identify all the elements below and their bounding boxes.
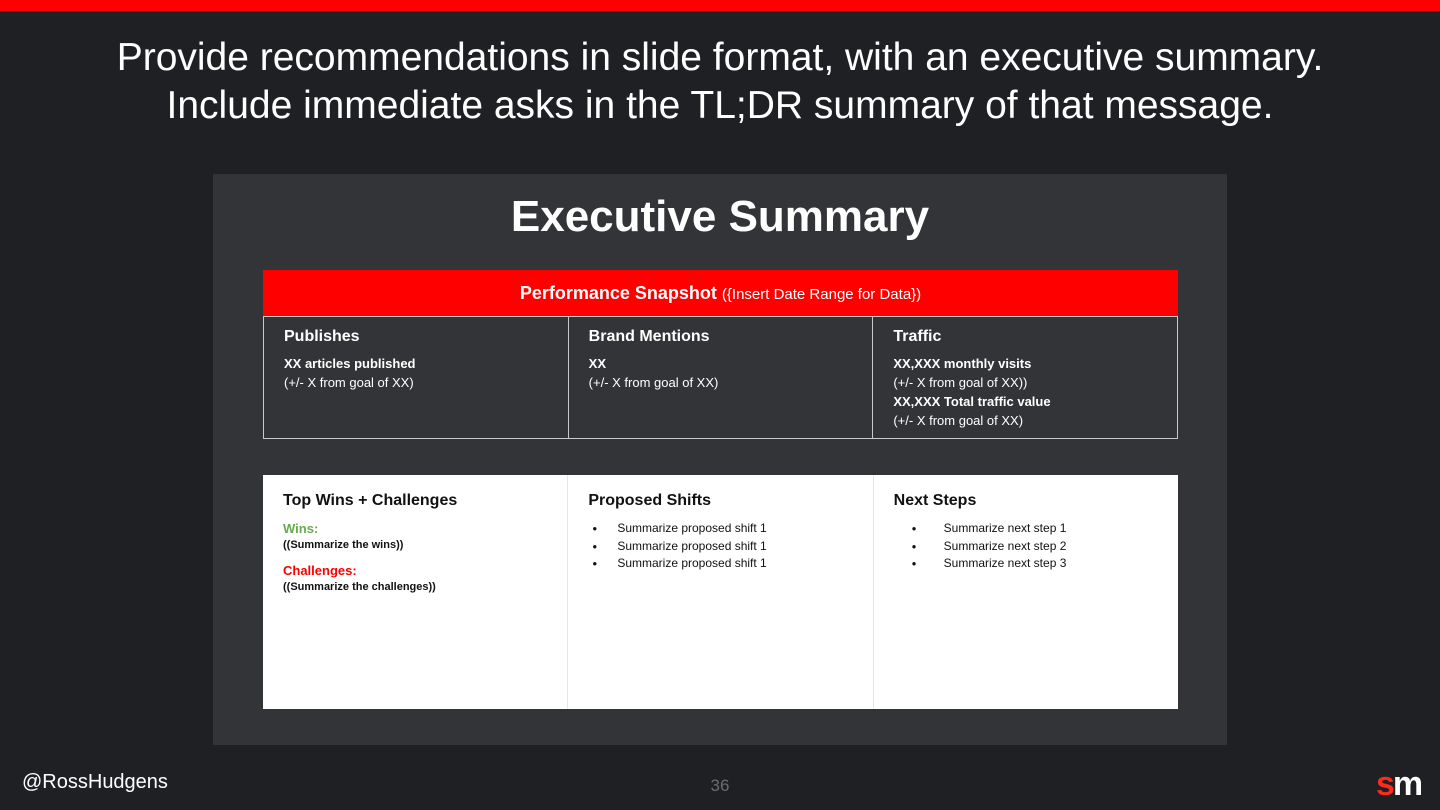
snapshot-metric: XX articles published (284, 356, 416, 371)
snapshot-cell-title: Publishes (284, 328, 360, 345)
page-headline (0, 34, 1440, 130)
list-item: ● Summarize next step 2 (894, 538, 1158, 556)
snapshot-metric: XX (588, 356, 607, 371)
headline-line-1: Provide recommendations in slide format, with an executive summary. (116, 36, 1324, 79)
snapshot-metric-delta: (+/- X from goal of XX)) (893, 375, 1028, 390)
wins-label: Wins: (283, 521, 319, 536)
slide-title: Executive Summary (510, 192, 930, 241)
challenges-label: Challenges: (283, 563, 357, 578)
logo-letter-s: s (1376, 765, 1393, 803)
list-item: ● Summarize proposed shift 1 (588, 520, 852, 538)
next-steps-list (894, 520, 1158, 573)
list-item: ● Summarize next step 3 (894, 555, 1158, 573)
proposed-shifts-title: Proposed Shifts (588, 492, 712, 509)
snapshot-cell-title: Brand Mentions (588, 328, 710, 345)
proposed-shifts-list (588, 520, 852, 573)
snapshot-cell-publishes (264, 317, 569, 438)
brand-logo (1376, 764, 1421, 804)
snapshot-metric-delta: (+/- X from goal of XX) (588, 375, 719, 390)
top-accent-bar (0, 0, 1440, 11)
wins-text: ((Summarize the wins)) (283, 539, 404, 551)
snapshot-metric: XX,XXX monthly visits (893, 356, 1032, 371)
next-steps-title: Next Steps (893, 492, 977, 509)
next-steps-cell (874, 475, 1178, 709)
summary-grid (263, 475, 1178, 709)
wins-challenges-cell (263, 475, 568, 709)
page-number: 36 (710, 776, 730, 795)
snapshot-title: Performance Snapshot (519, 283, 717, 303)
snapshot-metric-delta: (+/- X from goal of XX) (893, 413, 1024, 428)
list-item: ● Summarize next step 1 (894, 520, 1158, 538)
snapshot-cell-title: Traffic (893, 328, 942, 345)
proposed-shifts-cell (568, 475, 873, 709)
list-item: ● Summarize proposed shift 1 (588, 538, 852, 556)
snapshot-metric: XX,XXX Total traffic value (893, 394, 1051, 409)
headline-line-2: Include immediate asks in the TL;DR summary of that message. (166, 84, 1274, 127)
snapshot-header (263, 270, 1178, 316)
snapshot-date-range: ({Insert Date Range for Data}) (721, 286, 922, 303)
list-item: ● Summarize proposed shift 1 (588, 555, 852, 573)
wins-challenges-title: Top Wins + Challenges (283, 492, 458, 509)
snapshot-cell-traffic (873, 317, 1177, 438)
snapshot-cell-brand-mentions (569, 317, 874, 438)
snapshot-metric-delta: (+/- X from goal of XX) (284, 375, 414, 390)
logo-letter-m: m (1392, 765, 1422, 803)
challenges-text: ((Summarize the challenges)) (283, 581, 436, 593)
snapshot-grid (263, 316, 1178, 439)
author-handle: @RossHudgens (22, 771, 168, 793)
